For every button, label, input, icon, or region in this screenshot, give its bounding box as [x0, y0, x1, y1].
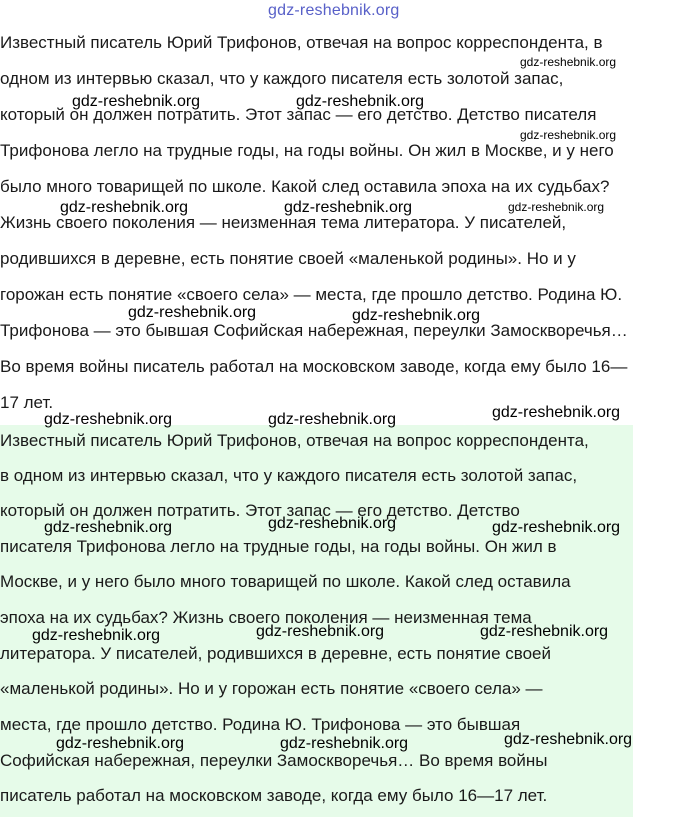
watermark: gdz-reshebnik.org	[504, 731, 633, 748]
watermark: gdz-reshebnik.org	[44, 411, 173, 428]
text-line: Трифонова легло на трудные годы, на годы войны. Он жил в Москве, и у него	[0, 141, 614, 160]
watermark: gdz-reshebnik.org	[352, 307, 481, 324]
answer-text-block	[0, 425, 633, 817]
watermark: gdz-reshebnik.org	[492, 519, 621, 536]
text-line: эпоха на их судьбах? Жизнь своего поколения — неизменная тема	[0, 608, 532, 627]
text-line: писатель работал на московском заводе, когда ему было 16—17 лет.	[0, 786, 548, 805]
text-line: Софийская набережная, переулки Замоскворечья… Во время войны	[0, 751, 548, 770]
text-line: горожан есть понятие «своего села» — места, где прошло детство. Родина Ю.	[0, 285, 623, 304]
watermark: gdz-reshebnik.org	[256, 623, 385, 640]
watermark: gdz-reshebnik.org	[60, 199, 189, 216]
text-line: литератора. У писателей, родившихся в деревне, есть понятие своей	[0, 644, 552, 663]
watermark: gdz-reshebnik.org	[296, 93, 425, 110]
text-line: Жизнь своего поколения — неизменная тема литератора. У писателей,	[0, 213, 567, 232]
original-text-block	[0, 26, 680, 416]
watermark: gdz-reshebnik.org	[44, 519, 173, 536]
text-line: 17 лет.	[0, 393, 54, 412]
watermark: gdz-reshebnik.org	[268, 411, 397, 428]
text-line: «маленькой родины». Но и у горожан есть понятие «своего села» —	[0, 679, 543, 698]
watermark: gdz-reshebnik.org	[280, 735, 409, 752]
watermark: gdz-reshebnik.org	[72, 93, 201, 110]
watermark: gdz-reshebnik.org	[480, 623, 609, 640]
text-line: писателя Трифонова легло на трудные годы, на годы войны. Он жил в	[0, 537, 557, 556]
watermark: gdz-reshebnik.org	[128, 304, 257, 321]
site-watermark-top: gdz-reshebnik.org	[268, 2, 400, 19]
watermark: gdz-reshebnik.org	[268, 515, 397, 532]
watermark: gdz-reshebnik.org	[284, 199, 413, 216]
text-line: Москве, и у него было много товарищей по школе. Какой след оставила	[0, 572, 571, 591]
text-line: места, где прошло детство. Родина Ю. Трифонова — это бывшая	[0, 715, 521, 734]
watermark: gdz-reshebnik.org	[508, 200, 605, 214]
text-line: Известный писатель Юрий Трифонов, отвечая на вопрос корреспондента, в	[0, 33, 603, 52]
text-line: родившихся в деревне, есть понятие своей «маленькой родины». Но и у	[0, 249, 576, 268]
watermark: gdz-reshebnik.org	[56, 735, 185, 752]
text-line: одном из интервью сказал, что у каждого писателя есть золотой запас,	[0, 69, 564, 88]
text-line: который он должен потратить. Этот запас — его детство. Детство	[0, 501, 520, 520]
watermark: gdz-reshebnik.org	[32, 627, 161, 644]
text-line: было много товарищей по школе. Какой след оставила эпоха на их судьбах?	[0, 177, 610, 196]
text-line: в одном из интервью сказал, что у каждого писателя есть золотой запас,	[0, 466, 578, 485]
watermark: gdz-reshebnik.org	[492, 404, 621, 421]
text-line: Трифонова — это бывшая Софийская набережная, переулки Замоскворечья…	[0, 321, 628, 340]
text-line: Известный писатель Юрий Трифонов, отвечая на вопрос корреспондента,	[0, 431, 589, 450]
watermark: gdz-reshebnik.org	[520, 128, 617, 142]
text-line: который он должен потратить. Этот запас — его детство. Детство писателя	[0, 105, 597, 124]
watermark: gdz-reshebnik.org	[520, 55, 617, 69]
text-line: Во время войны писатель работал на московском заводе, когда ему было 16—	[0, 357, 628, 376]
